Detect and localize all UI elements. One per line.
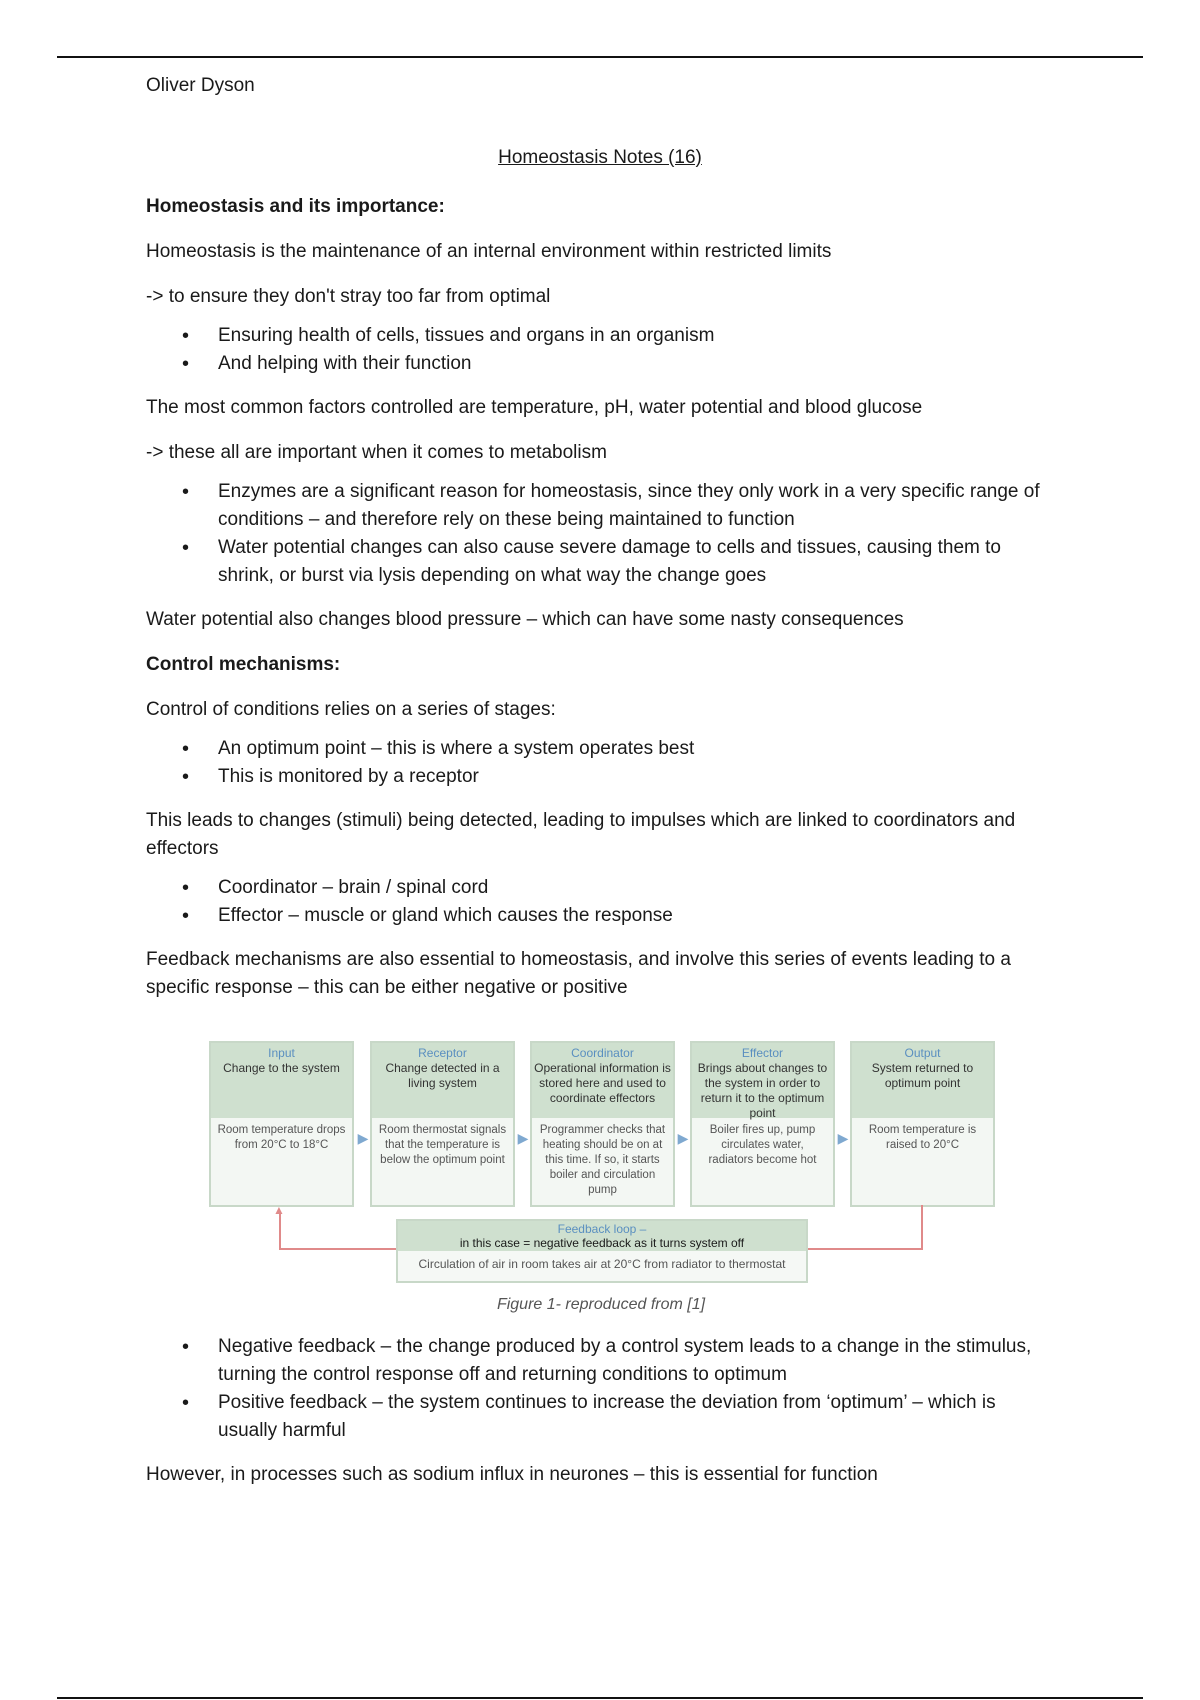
bullet-list bbox=[146, 1333, 1056, 1445]
list-item: • And helping with their function bbox=[146, 350, 1056, 378]
diagram-box-input bbox=[209, 1041, 354, 1207]
feedback-diagram bbox=[146, 1019, 1056, 1289]
arrow-right-icon: ▶ bbox=[517, 1130, 529, 1146]
figure-caption: Figure 1- reproduced from [1] bbox=[496, 1296, 706, 1313]
box-desc: System returned to optimum point bbox=[871, 1061, 974, 1090]
box-title: Output bbox=[904, 1046, 941, 1060]
arrow-up-icon: ▲ bbox=[273, 1203, 285, 1217]
header-rule bbox=[57, 56, 1143, 58]
arrow-right-icon: ▶ bbox=[357, 1130, 369, 1146]
list-item: • Ensuring health of cells, tissues and organs in an organism bbox=[146, 322, 1056, 350]
paragraph: Control of conditions relies on a series of stages: bbox=[146, 699, 556, 720]
feedback-line bbox=[279, 1248, 396, 1250]
paragraph: This leads to changes (stimuli) being detected, leading to impulses which are linked to coordinators and effectors bbox=[146, 810, 1016, 859]
list-item: • Water potential changes can also cause severe damage to cells and tissues, causing them to shrink, or burst via lysis depending on what way the change goes bbox=[146, 534, 1056, 590]
feedback-line bbox=[921, 1205, 923, 1249]
bullet-list bbox=[146, 874, 1056, 930]
diagram-box-effector bbox=[690, 1041, 835, 1207]
box-example: Room temperature is raised to 20°C bbox=[868, 1124, 977, 1151]
document-body bbox=[146, 193, 1056, 1506]
box-desc: Change detected in a living system bbox=[385, 1061, 500, 1090]
list-item: • Effector – muscle or gland which causes the response bbox=[146, 902, 1056, 930]
paragraph: Homeostasis is the maintenance of an internal environment within restricted limits bbox=[146, 241, 832, 262]
box-desc: Change to the system bbox=[223, 1061, 340, 1075]
page-title bbox=[0, 147, 1200, 169]
box-title: Effector bbox=[741, 1046, 784, 1060]
footer-rule bbox=[57, 1697, 1143, 1699]
feedback-line bbox=[807, 1248, 923, 1250]
paragraph: Water potential also changes blood pressure – which can have some nasty consequences bbox=[146, 609, 904, 630]
list-item: • An optimum point – this is where a system operates best bbox=[146, 735, 1056, 763]
bullet-list bbox=[146, 478, 1056, 590]
box-example: Room thermostat signals that the temperature is below the optimum point bbox=[378, 1124, 507, 1166]
list-item: • Negative feedback – the change produced by a control system leads to a change in the stimulus, turning the control response off and returning conditions to optimum bbox=[146, 1333, 1056, 1389]
arrow-right-icon: ▶ bbox=[837, 1130, 849, 1146]
box-title: Input bbox=[268, 1046, 295, 1060]
paragraph: -> to ensure they don't stray too far from optimal bbox=[146, 286, 551, 307]
loop-body: Circulation of air in room takes air at 20°C from radiator to thermostat bbox=[418, 1257, 786, 1271]
paragraph: -> these all are important when it comes to metabolism bbox=[146, 442, 607, 463]
arrow-right-icon: ▶ bbox=[677, 1130, 689, 1146]
loop-title: Feedback loop – bbox=[557, 1222, 647, 1236]
diagram-box-output bbox=[850, 1041, 995, 1207]
diagram-box-receptor bbox=[370, 1041, 515, 1207]
paragraph: Feedback mechanisms are also essential to homeostasis, and involve this series of events leading to a specific response – this can be either negative or positive bbox=[146, 949, 1011, 998]
bullet-list bbox=[146, 322, 1056, 378]
box-example: Programmer checks that heating should be on at this time. If so, it starts boiler and circulation pump bbox=[539, 1124, 666, 1196]
author-name: Oliver Dyson bbox=[146, 75, 255, 96]
loop-desc: in this case = negative feedback as it turns system off bbox=[459, 1236, 745, 1250]
box-desc: Brings about changes to the system in order to return it to the optimum point bbox=[697, 1061, 828, 1120]
box-example: Room temperature drops from 20°C to 18°C bbox=[217, 1124, 346, 1151]
bullet-list bbox=[146, 735, 1056, 791]
list-item: • Enzymes are a significant reason for homeostasis, since they only work in a very specific range of conditions – and therefore rely on these being maintained to function bbox=[146, 478, 1056, 534]
box-example: Boiler fires up, pump circulates water, radiators become hot bbox=[708, 1124, 817, 1166]
page-title-text: Homeostasis Notes (16) bbox=[498, 147, 702, 168]
section-heading-importance: Homeostasis and its importance: bbox=[146, 196, 445, 217]
section-heading-control: Control mechanisms: bbox=[146, 654, 341, 675]
diagram-box-coordinator bbox=[530, 1041, 675, 1207]
box-title: Coordinator bbox=[571, 1046, 634, 1060]
list-item: • Coordinator – brain / spinal cord bbox=[146, 874, 1056, 902]
paragraph: The most common factors controlled are temperature, pH, water potential and blood glucose bbox=[146, 397, 923, 418]
box-title: Receptor bbox=[418, 1046, 467, 1060]
list-item: • This is monitored by a receptor bbox=[146, 763, 1056, 791]
paragraph: However, in processes such as sodium influx in neurones – this is essential for function bbox=[146, 1464, 878, 1485]
feedback-loop-box bbox=[396, 1219, 808, 1283]
box-desc: Operational information is stored here and used to coordinate effectors bbox=[534, 1061, 671, 1105]
feedback-line bbox=[279, 1213, 281, 1249]
list-item: • Positive feedback – the system continues to increase the deviation from ‘optimum’ – which is usually harmful bbox=[146, 1389, 1056, 1445]
